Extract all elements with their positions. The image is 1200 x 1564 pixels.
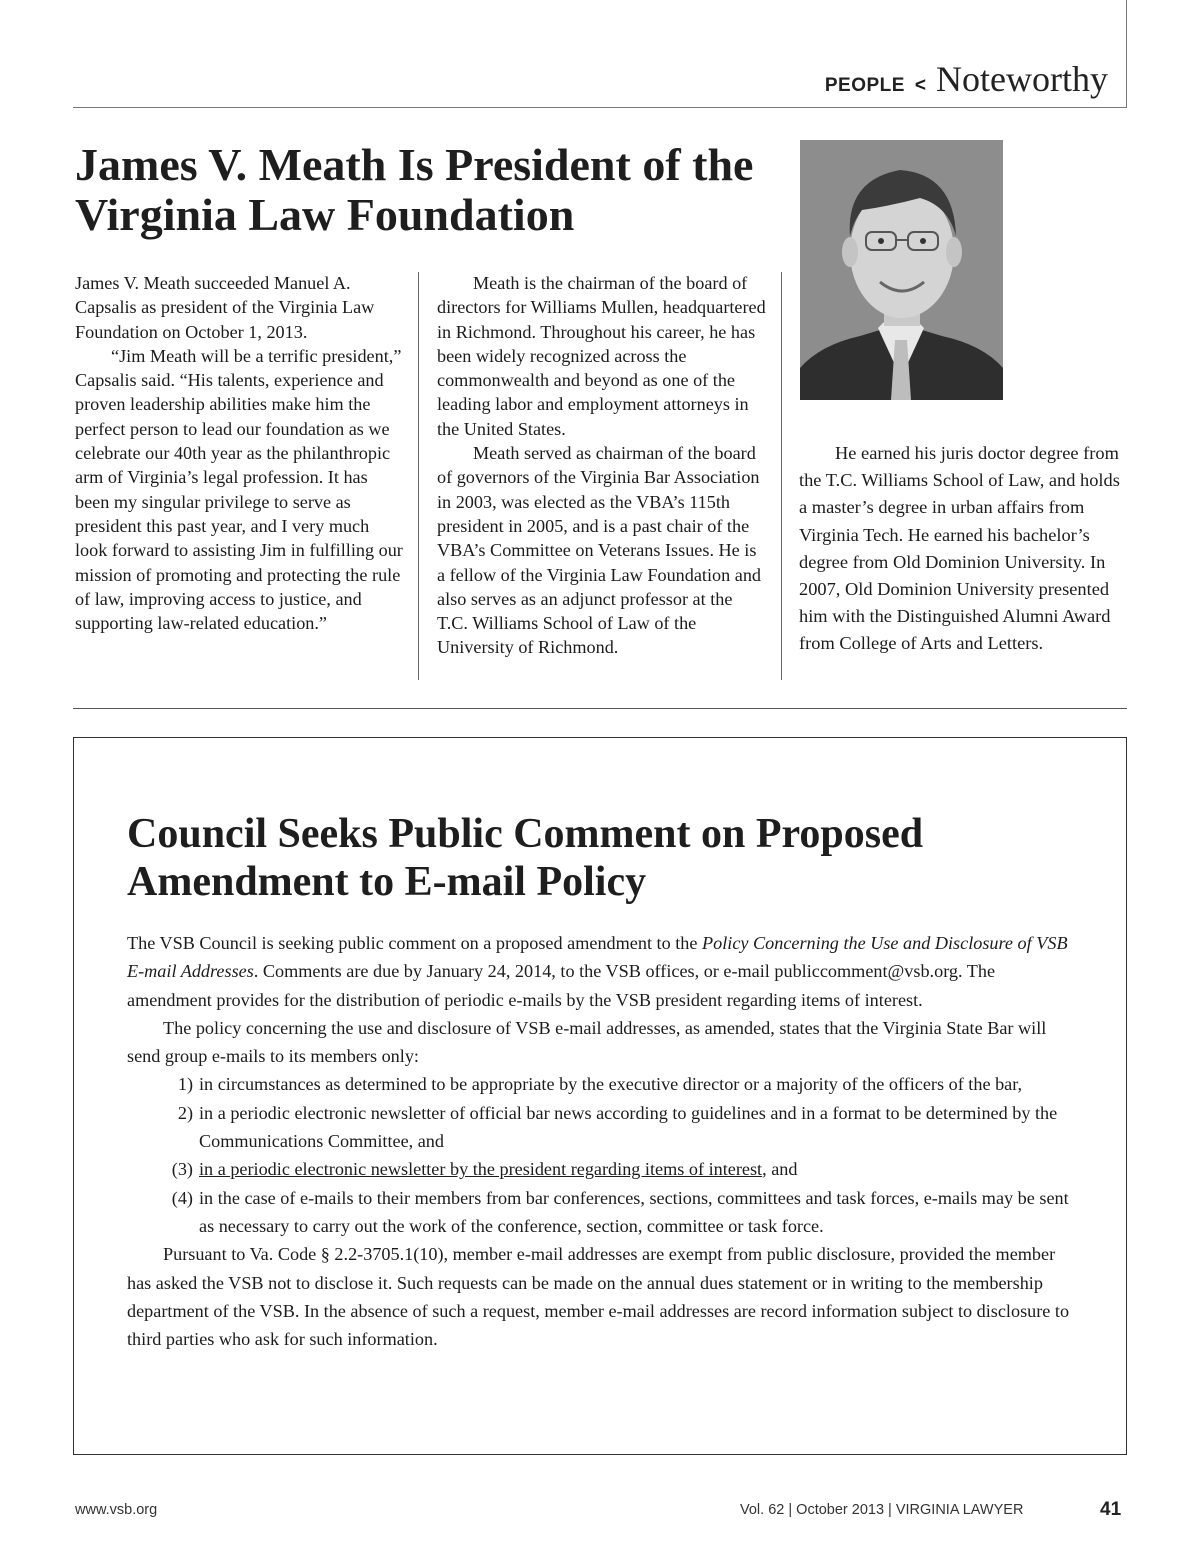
section-kicker: PEOPLE: [824, 75, 905, 96]
underlined-amendment-text: in a periodic electronic newsletter by the president regarding items of interest: [199, 1159, 763, 1180]
list-text: in a periodic electronic newsletter of official bar news according to guidelines and in a format to be determined by the Communications Committee, and: [199, 1102, 1058, 1152]
article-headline: James V. Meath Is President of the Virginia Law Foundation: [75, 139, 754, 240]
list-number: 2): [177, 1102, 193, 1123]
section-title: Noteworthy: [936, 59, 1108, 99]
section-separator: <: [914, 75, 927, 96]
paragraph: Pursuant to Va. Code § 2.2-3705.1(10), member e-mail addresses are exempt from public disclosure, provided the member has asked the VSB not to disclose it. Such requests can be made on the annual dues statement or in writing to the membership department of the VSB. In the absence of such a request, member e-mail addresses are record information subject to disclosure to third parties who ask for such information.: [127, 1244, 1070, 1350]
header-rule: [73, 107, 1127, 108]
article1-column-3: [799, 440, 1127, 658]
footer-issue: Vol. 62 | October 2013 | VIRGINIA LAWYER: [740, 1502, 1024, 1518]
paragraph: The policy concerning the use and disclosure of VSB e-mail addresses, as amended, states that the Virginia State Bar will send group e-mails to its members only:: [127, 1017, 1047, 1067]
paragraph: He earned his juris doctor degree from the T.C. Williams School of Law, and holds a master’s degree in urban affairs from Virginia Tech. He earned his bachelor’s degree from Old Dominion University. In 2007, Old Dominion University presented him with the Distinguished Alumni Award from College of Arts and Letters.: [799, 443, 1120, 654]
header-vertical-rule: [1126, 0, 1127, 108]
list-text: in circumstances as determined to be appropriate by the executive director or a majority of the officers of the bar,: [199, 1074, 1023, 1095]
policy-title: Policy Concerning the Use and Disclosure of VSB E-mail Addresses: [127, 933, 1068, 982]
box-body: [127, 929, 1077, 1353]
column-divider: [418, 272, 419, 680]
page-number: 41: [1100, 1499, 1122, 1520]
intro-paragraph: [127, 929, 1077, 1014]
section-label: [825, 58, 1108, 100]
list-number: 1): [177, 1074, 193, 1095]
list-item: [127, 1070, 1077, 1098]
paragraph: Meath is the chairman of the board of directors for Williams Mullen, headquartered in Richmond. Throughout his career, he has been widely recognized across the commonwealth and beyond as one of the leading labor and employment attorneys in the United States.: [437, 273, 766, 439]
article1-column-1: [75, 271, 403, 635]
list-item: [127, 1155, 1077, 1183]
article1-column-2: [437, 271, 767, 660]
text-run: The VSB Council is seeking public comment on a proposed amendment to the: [127, 933, 703, 953]
paragraph: “Jim Meath will be a terrific president,” Capsalis said. “His talents, experience and proven leadership abilities make him the perfect person to lead our foundation as we celebrate our 40th year as the philanthropic arm of Virginia’s legal profession. It has been my singular privilege to serve as president this past year, and I very much look forward to assisting Jim in fulfilling our mission of promoting and protecting the rule of law, improving access to justice, and supporting law-related education.”: [75, 345, 403, 634]
list-text: in the case of e-mails to their members from bar conferences, sections, committees and task forces, e-mails may be sent as necessary to carry out the work of the conference, section, committee or task force.: [199, 1187, 1069, 1236]
portrait-illustration: [800, 140, 1003, 400]
list-text: , and: [762, 1159, 798, 1180]
paragraph: James V. Meath succeeded Manuel A. Capsalis as president of the Virginia Law Foundation on October 1, 2013.: [75, 273, 375, 342]
paragraph: Meath served as chairman of the board of governors of the Virginia Bar Association in 2003, was elected as the VBA’s 115th president in 2005, and is a past chair of the VBA’s Committee on Veterans Issues. He is a fellow of the Virginia Law Foundation and also serves as an adjunct professor at the T.C. Williams School of Law of the University of Richmond.: [437, 443, 762, 658]
box-headline: Council Seeks Public Comment on Proposed Amendment to E-mail Policy: [127, 811, 924, 905]
list-item: [127, 1184, 1077, 1241]
text-run: . Comments are due by January 24, 2014, to the VSB offices, or e-mail publiccomment@vsb.org. The amendment provides for the distribution of periodic e-mails by the VSB president regarding items of interest.: [127, 961, 996, 1010]
list-number: (3): [171, 1159, 193, 1180]
portrait-photo: [800, 140, 1003, 400]
list-item: [127, 1099, 1077, 1156]
list-number: (4): [171, 1187, 193, 1208]
footer-website: www.vsb.org: [75, 1502, 158, 1518]
section-divider: [73, 708, 1127, 709]
column-divider: [781, 272, 782, 680]
